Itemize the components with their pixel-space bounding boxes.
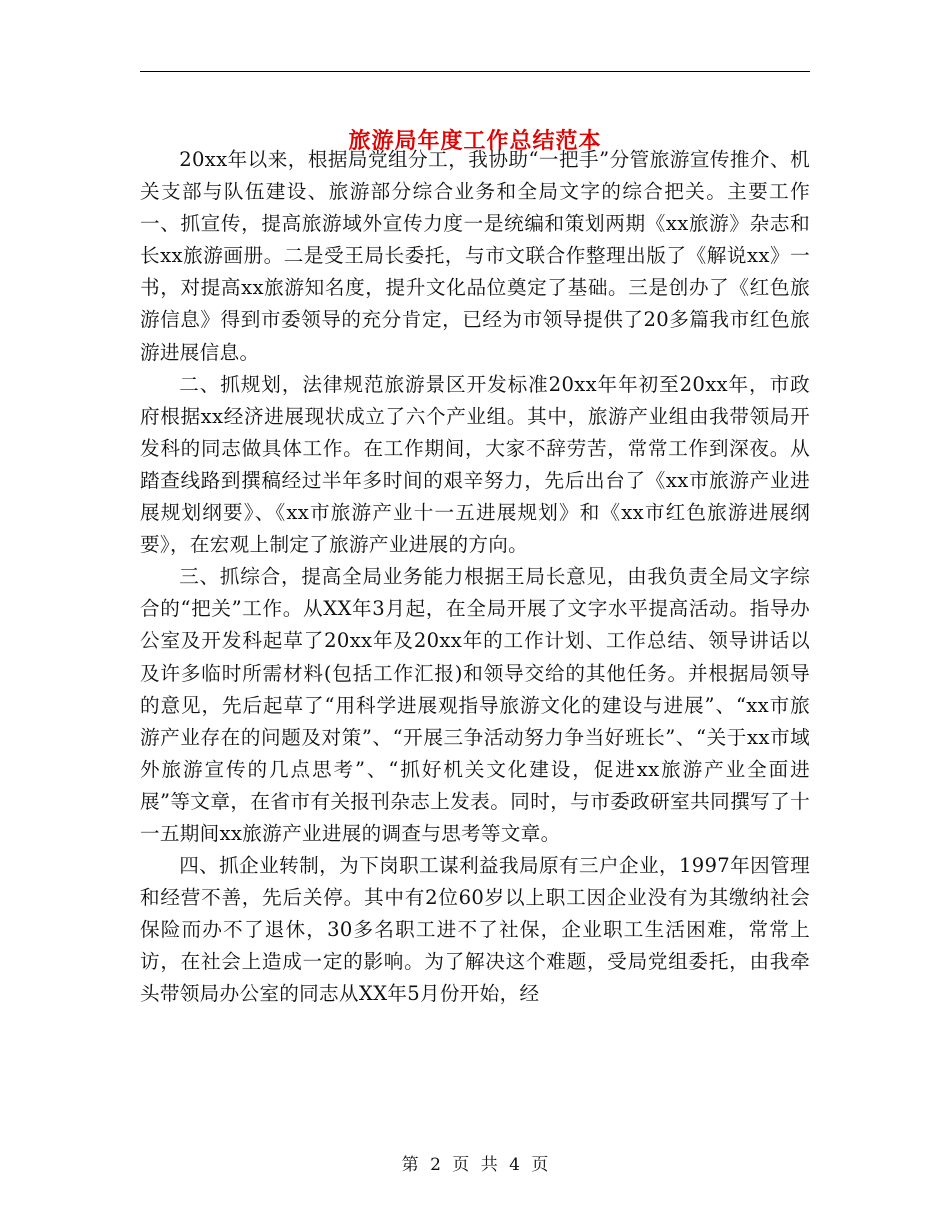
paragraph-intro: 20xx年以来，根据局党组分工，我协助“一把手”分管旅游宣传推介、机关支部与队伍建设、旅游部分综合业务和全局文字的综合把关。主要工作一、抓宣传，提高旅游域外宣传力度一是统编和策划两期《xx旅游》杂志和长xx旅游画册。二是受王局长委托，与市文联合作整理出版了《解说xx》一书，对提高xx旅游知名度，提升文化品位奠定了基础。三是创办了《红色旅游信息》得到市委领导的充分肯定，已经为市领导提供了20多篇我市红色旅游进展信息。 xyxy=(140,148,810,364)
header-rule xyxy=(140,71,810,72)
document-title: 旅游局年度工作总结范本 xyxy=(348,127,602,154)
paragraph-enterprise-reform: 四、抓企业转制，为下岗职工谋利益我局原有三户企业，1997年因管理和经营不善，先后关停。其中有2位60岁以上职工因企业没有为其缴纳社会保险而办不了退休，30多名职工进不了社保，企业职工生活困难，常常上访，在社会上造成一定的影响。为了解决这个难题，受局党组委托，由我牵头带领局办公室的同志从XX年5月份开始，经 xyxy=(140,854,810,1006)
paragraph-planning: 二、抓规划，法律规范旅游景区开发标准20xx年年初至20xx年，市政府根据xx经济进展现状成立了六个产业组。其中，旅游产业组由我带领局开发科的同志做具体工作。在工作期间，大家不辞劳苦，常常工作到深夜。从踏查线路到撰稿经过半年多时间的艰辛努力，先后出台了《xx市旅游产业进展规划纲要》、《xx市旅游产业十一五进展规划》和《xx市红色旅游进展纲要》，在宏观上制定了旅游产业进展的方向。 xyxy=(140,372,810,557)
document-body xyxy=(140,144,810,1011)
paragraph-integration: 三、抓综合，提高全局业务能力根据王局长意见，由我负责全局文字综合的“把关”工作。从XX年3月起，在全局开展了文字水平提高活动。指导办公室及开发科起草了20xx年及20xx年的工作计划、工作总结、领导讲话以及许多临时所需材料(包括工作汇报)和领导交给的其他任务。并根据局领导的意见，先后起草了“用科学进展观指导旅游文化的建设与进展”、“xx市旅游产业存在的问题及对策”、“开展三争活动努力争当好班长”、“关于xx市域外旅游宣传的几点思考”、“抓好机关文化建设，促进xx旅游产业全面进展”等文章，在省市有关报刊杂志上发表。同时，与市委政研室共同撰写了十一五期间xx旅游产业进展的调查与思考等文章。 xyxy=(140,565,810,845)
page-number: 第 2 页 共 4 页 xyxy=(401,1155,549,1175)
